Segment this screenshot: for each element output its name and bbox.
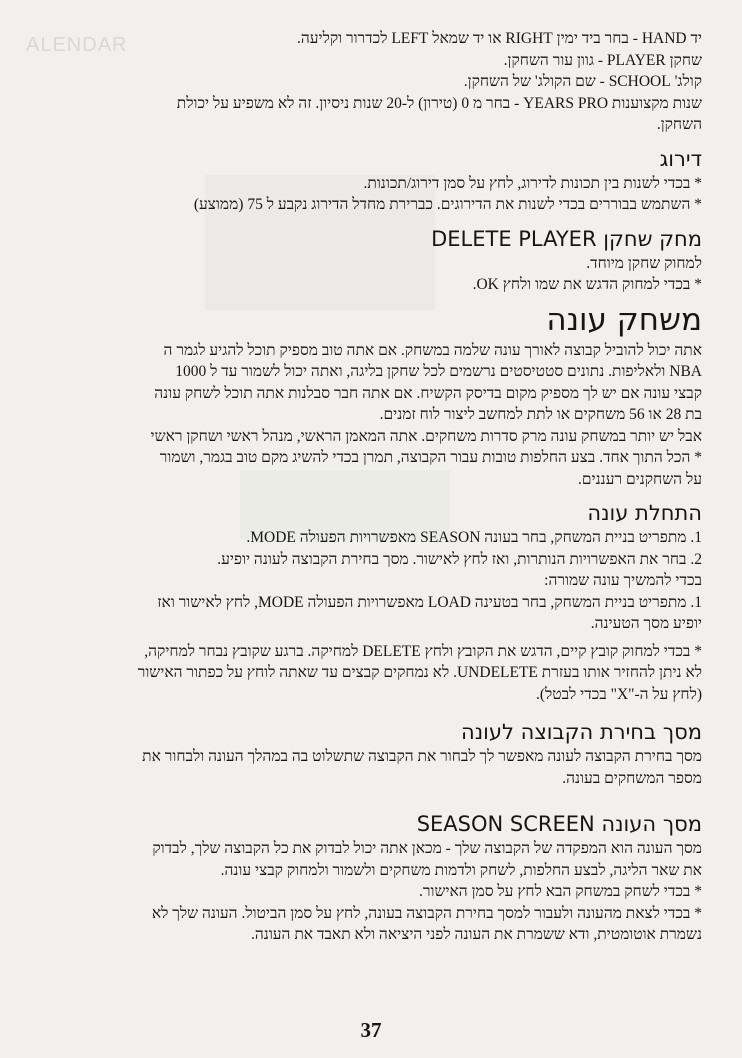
text-line: 2. בחר את האפשרויות הנותרות, ואז לחץ לאישור. מסך בחירת הקבוצה לעונה יופיע. — [217, 550, 702, 568]
text-line: מסך העונה הוא המפקדה של הקבוצה שלך - מכאן אתה יכול לבדוק את כל הקבוצה שלך, לבדוק — [152, 840, 702, 857]
text-line: 1. מתפריט בניית המשחק, בחר בעונה SEASON מאפשרויות הפעולה MODE. — [246, 529, 702, 546]
page-content — [32, 28, 702, 946]
text-line: שחקן PLAYER - גוון עור השחקן. — [503, 51, 702, 69]
rating-heading: דירוג — [659, 146, 702, 171]
text-line: לא ניתן להחזיר אותו בעזרת UNDELETE. לא נמחקים קבצים עד שאתה לוחץ על כפתור האישור — [137, 664, 702, 681]
text-line: קבצי עונה אם יש לך מספיק מקום בדיסק הקשיח. אם אתה חבר סבלנות אתה תוכל לשחק עונה — [154, 384, 702, 402]
text-line: * בכדי למחוק קובץ קיים, הדגש את הקובץ ולחץ DELETE למחיקה. ברגע שקובץ נבחר למחיקה, — [144, 642, 702, 660]
text-line: * בכדי לשחק במשחק הבא לחץ על סמן האישור. — [419, 883, 702, 900]
text-line: יופיע מסך הטעינה. — [590, 615, 702, 632]
text-line: אבל יש יותר במשחק עונה מרק סדרות משחקים. אתה המאמן הראשי, מנהל ראשי ושחקן ראשי — [150, 427, 702, 445]
text-line: בת 28 או 56 משחקים או לתת למחשב ליצור לוח זמנים. — [379, 406, 702, 423]
bleed-through-text: ALENDAR — [26, 34, 128, 56]
season-start-heading: התחלת עונה — [587, 501, 702, 525]
text-line: על השחקנים רעננים. — [578, 470, 702, 488]
text-line: (לחץ על ה-"X" בכדי לבטל). — [535, 685, 702, 703]
text-line: בכדי להמשיך עונה שמורה: — [544, 572, 702, 589]
text-line: אתה יכול להוביל קבוצה לאורך עונה שלמה במשחק. אם אתה טוב מספיק תוכל להגיע לגמר ה — [163, 341, 702, 359]
text-line: יד HAND - בחר ביד ימין RIGHT או יד שמאל LEFT לכדרור וקליעה. — [296, 30, 702, 47]
text-line: שנות מקצוענות YEARS PRO - בחר מ 0 (טירון) ל-20 שנות ניסיון. זה לא משפיע על יכולת — [176, 94, 702, 112]
season-game-heading: משחק עונה — [546, 301, 702, 338]
text-line: את שאר הליגה, לבצע החלפות, לשחק ולדמות משחקים ולשמור ולמחוק קבצי עונה. — [220, 861, 702, 879]
text-line: * השתמש בבוררים בכדי לשנות את הדירוגים. כברירת מחדל הדירוג נקבע ל 75 (ממוצע) — [193, 196, 702, 213]
text-line: * בכדי לשנות בין תכונות לדירוג, לחץ על סמן דירוג/תכונות. — [363, 174, 702, 192]
text-line: NBA ולאליפות. נתונים סטטיסטים נרשמים לכל שחקן בליגה, ואתה יכול לשמור עד ל 1000 — [175, 363, 702, 380]
text-line: השחקן. — [656, 116, 702, 133]
text-line: * הכל התוך אחד. בצע החלפות טובות עבור הקבוצה, תמרן בכדי להשיג מקם טוב בגמר, ושמור — [159, 449, 702, 466]
season-screen-heading: מסך העונה SEASON SCREEN — [416, 812, 702, 836]
text-line: למחוק שחקן מיוחד. — [586, 254, 702, 272]
text-line: מסך בחירת הקבוצה לעונה מאפשר לך לבחור את הקבוצה שתשלוט בה במהלך העונה ולבחור את — [142, 748, 702, 765]
intro-section — [32, 28, 702, 136]
team-select-heading: מסך בחירת הקבוצה לעונה — [461, 720, 702, 744]
delete-player-heading: מחק שחקן DELETE PLAYER — [431, 226, 702, 251]
text-line: 1. מתפריט בניית המשחק, בחר בטעינה LOAD מאפשרויות הפעולה MODE, לחץ לאישור ואז — [157, 593, 702, 611]
text-line: מספר המשחקים בעונה. — [562, 769, 702, 787]
text-line: נשמרת אוטומטית, ודא ששמרת את העונה לפני היציאה ולא תאבד את העונה. — [250, 926, 702, 943]
page-number: 37 — [360, 1018, 382, 1042]
text-line: * בכדי לצאת מהעונה ולעבור למסך בחירת הקבוצה בעונה, לחץ על סמן הביטול. העונה שלך לא — [151, 904, 702, 922]
text-line: * בכדי למחוק הדגש את שמו ולחץ OK. — [472, 276, 702, 293]
text-line: קולג' SCHOOL - שם הקולג' של השחקן. — [463, 73, 702, 90]
